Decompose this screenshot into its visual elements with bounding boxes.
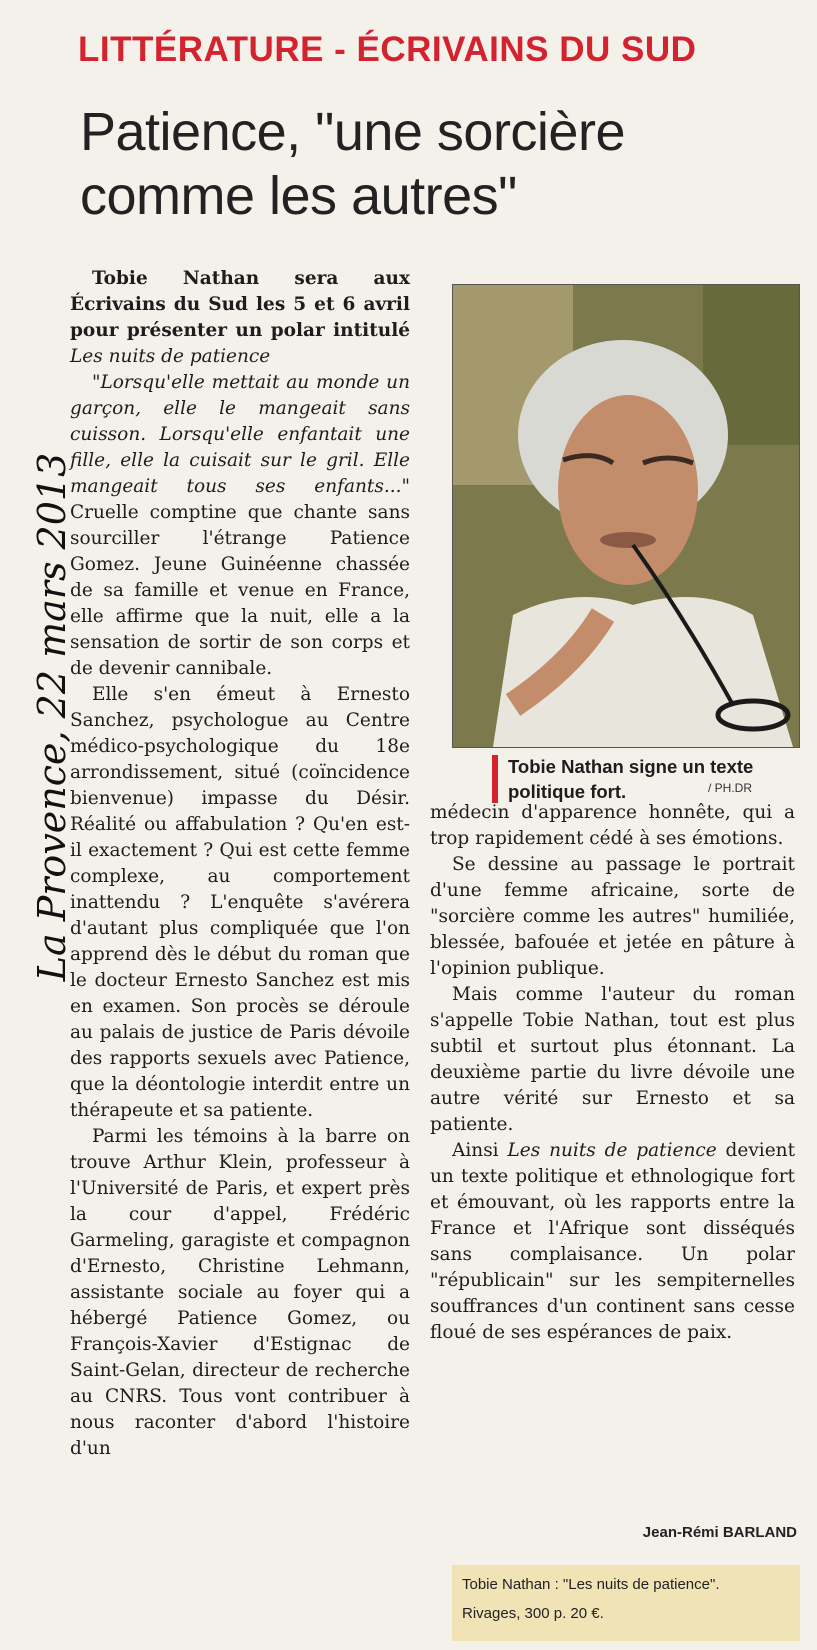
book-info-publisher: Rivages, 300 p. 20 €.	[462, 1605, 604, 1622]
article-column-1	[70, 266, 410, 1462]
author-photo	[452, 284, 800, 748]
book-title: Les nuits de patience	[70, 346, 271, 367]
headline-line-1: Patience, "une sorcière	[80, 102, 625, 162]
article-paragraph: Mais comme l'auteur du roman s'appelle Tobie Nathan, tout est plus subtil et surtout plus étonnant. La deuxième partie du livre dévoile une autre vérité sur Ernesto et sa patiente.	[430, 984, 795, 1135]
article-column-2	[430, 800, 795, 1346]
handwritten-date-note: La Provence, 22 mars 2013	[30, 452, 74, 982]
article-paragraph	[70, 370, 410, 682]
book-title: Les nuits de patience	[507, 1140, 717, 1161]
paragraph-text: devient un texte politique et ethnologique fort et émouvant, où les rapports entre la France et l'Afrique sont disséqués sans complaisance. Un polar "républicain" sur les sempiternelles souffrances d'un continent sans cesse floué de ses espérances de paix.	[430, 1140, 796, 1343]
article-paragraph: médecin d'apparence honnête, qui a trop rapidement cédé à ses émotions.	[430, 802, 795, 849]
author-byline: Jean-Rémi BARLAND	[642, 1524, 797, 1541]
article-paragraph: Elle s'en émeut à Ernesto Sanchez, psychologue au Centre médico-psychologique du 18e arrondissement, situé (coïncidence bienvenue) impasse du Désir. Réalité ou affabulation ? Qu'en est-il exactement ? Qui est cette femme complexe, au comportement inattendu ? L'enquête s'avérera d'autant plus compliquée que l'on apprend dès le début du roman que le docteur Ernesto Sanchez est mis en examen. Son procès se déroule au palais de justice de Paris dévoile des rapports sexuels avec Patience, que la déontologie interdit entre un thérapeute et sa patiente.	[70, 684, 410, 1121]
book-info-box	[452, 1565, 800, 1641]
caption-accent-bar	[492, 755, 498, 803]
photo-credit: / PH.DR	[708, 781, 753, 795]
book-info-title: Tobie Nathan : "Les nuits de patience".	[462, 1576, 720, 1593]
headline	[80, 100, 800, 228]
paragraph-text: Ainsi	[452, 1140, 508, 1161]
article-lead: Tobie Nathan sera aux Écrivains du Sud les 5 et 6 avril pour présenter un polar intitulé	[70, 268, 410, 341]
section-kicker: LITTÉRATURE - ÉCRIVAINS DU SUD	[78, 30, 697, 69]
article-paragraph	[430, 1138, 795, 1346]
article-paragraph: Parmi les témoins à la barre on trouve Arthur Klein, professeur à l'Université de Paris, et expert près la cour d'appel, Frédéric Garmeling, garagiste et compagnon d'Ernesto, Christine Lehmann, assistante sociale au foyer qui a hébergé Patience Gomez, ou François-Xavier d'Estignac de Saint-Gelan, directeur de recherche au CNRS. Tous vont contribuer à nous raconter d'abord l'histoire d'un	[70, 1126, 410, 1459]
photo-caption: Tobie Nathan signe un texte politique fort.	[508, 756, 754, 802]
paragraph-text: Cruelle comptine que chante sans sourciller l'étrange Patience Gomez. Jeune Guinéenne chassée de sa famille et venue en France, elle affirme que la nuit, elle a la sensation de sortir de son corps et de devenir cannibale.	[70, 502, 410, 679]
article-paragraph	[70, 266, 410, 370]
quoted-rhyme: "Lorsqu'elle mettait au monde un garçon, elle le mangeait sans cuisson. Lorsqu'elle enfantait une fille, elle la cuisait sur le gril. Elle mangeait tous ses enfants..."	[70, 372, 410, 497]
headline-line-2: comme les autres"	[80, 166, 517, 226]
portrait-illustration	[453, 285, 799, 747]
article-paragraph: Se dessine au passage le portrait d'une femme africaine, sorte de "sorcière comme les autres" humiliée, blessée, bafouée et jetée en pâture à l'opinion publique.	[430, 854, 795, 979]
